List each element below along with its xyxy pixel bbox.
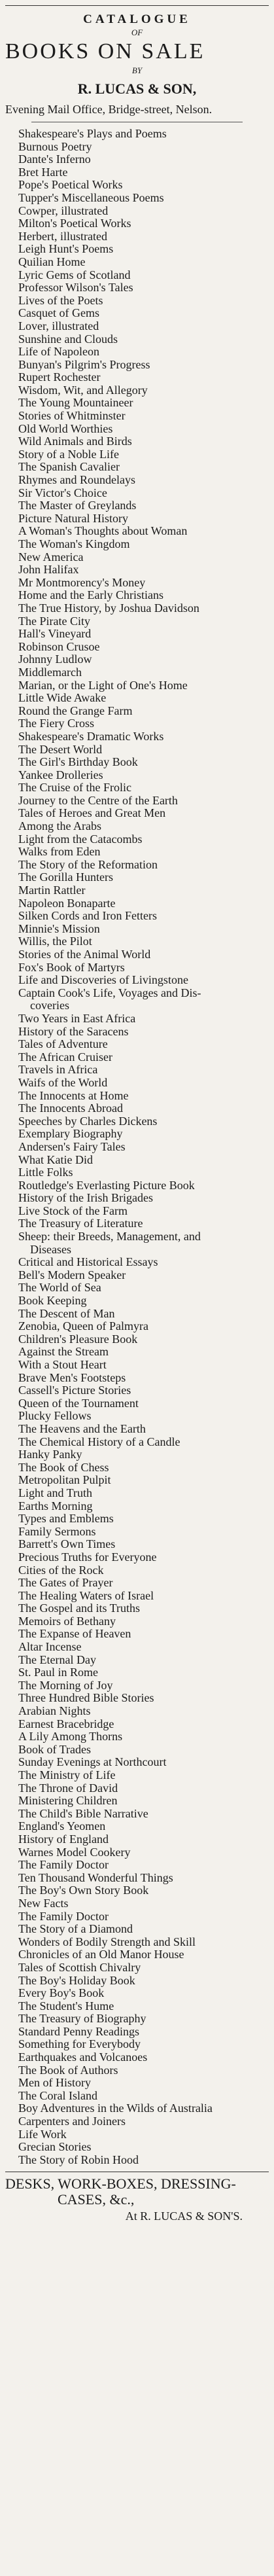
book-entry: Tales of Adventure — [18, 1037, 108, 1051]
by-label: BY — [131, 65, 143, 75]
book-entry: Life and Discoveries of Livingstone — [18, 973, 188, 987]
book-entry: Live Stock of the Farm — [18, 1204, 128, 1217]
book-entry: The Gorilla Hunters — [18, 870, 113, 884]
book-entry: Routledge's Everlasting Picture Book — [18, 1178, 195, 1192]
book-entry: Ten Thousand Wonderful Things — [18, 1870, 173, 1884]
book-entry: Barrett's Own Times — [18, 1537, 116, 1551]
book-entry: Light from the Catacombs — [18, 832, 143, 846]
footer-line-2: CASES, &c., — [58, 2191, 135, 2208]
book-entry: Exemplary Biography — [18, 1127, 123, 1141]
book-entry: The Fiery Cross — [18, 717, 94, 730]
book-entry: The Innocents at Home — [18, 1088, 129, 1102]
book-entry: The Expanse of Heaven — [18, 1627, 131, 1641]
book-entry: A Woman's Thoughts about Woman — [18, 524, 188, 538]
book-entry: Leigh Hunt's Poems — [18, 242, 114, 256]
book-entry: History of England — [18, 1832, 109, 1846]
book-entry: Sunshine and Clouds — [18, 332, 118, 346]
book-entry: Shakespeare's Dramatic Works — [18, 729, 164, 743]
book-entry: Men of History — [18, 2076, 91, 2090]
book-entry: History of the Saracens — [18, 1024, 129, 1038]
book-entry: Ministering Children — [18, 1794, 118, 1808]
book-entry: The Pirate City — [18, 614, 90, 628]
book-entry: Napoleon Bonaparte — [18, 896, 116, 910]
book-entry: The Boy's Holiday Book — [18, 1973, 135, 1987]
book-entry: Types and Emblems — [18, 1512, 114, 1526]
book-entry: Memoirs of Bethany — [18, 1614, 116, 1628]
book-entry: Book Keeping — [18, 1294, 87, 1308]
book-entry: Stories of Whitminster — [18, 409, 126, 423]
book-entry: The Treasury of Literature — [18, 1217, 143, 1230]
book-entry: Rhymes and Roundelays — [18, 473, 135, 487]
book-entry: Bunyan's Pilgrim's Progress — [18, 357, 150, 371]
book-entry: Wisdom, Wit, and Allegory — [18, 383, 148, 397]
book-entry: Warnes Model Cookery — [18, 1845, 131, 1859]
book-entry: A Lily Among Thorns — [18, 1730, 123, 1744]
book-list — [5, 128, 269, 2166]
book-entry: The Story of a Diamond — [18, 1922, 133, 1936]
dealer-address: Evening Mail Office, Bridge-street, Nelson. — [5, 103, 213, 116]
book-entry: Zenobia, Queen of Palmyra — [18, 1319, 148, 1333]
book-entry: Professor Wilson's Tales — [18, 281, 133, 295]
book-entry: The Book of Chess — [18, 1460, 109, 1474]
book-entry: The Boy's Own Story Book — [18, 1884, 149, 1897]
book-entry: The Cruise of the Frolic — [18, 781, 131, 795]
book-entry: Three Hundred Bible Stories — [18, 1691, 154, 1705]
book-entry: The Master of Greylands — [18, 499, 137, 512]
book-entry: Herbert, illustrated — [18, 229, 107, 243]
book-entry: Brave Men's Footsteps — [18, 1370, 126, 1384]
book-entry: The Heavens and the Earth — [18, 1422, 146, 1435]
book-entry: Shakespeare's Plays and Poems — [18, 127, 167, 140]
book-entry: Rupert Rochester — [18, 370, 101, 384]
book-entry: The Desert World — [18, 742, 103, 756]
book-entry: Journey to the Centre of the Earth — [18, 793, 178, 807]
book-entry: Picture Natural History — [18, 511, 128, 525]
book-entry: Lives of the Poets — [18, 293, 103, 307]
book-entry: The Ministry of Life — [18, 1768, 116, 1781]
book-entry: Something for Everybody — [18, 2037, 141, 2051]
book-entry: Boy Adventures in the Wilds of Australia — [18, 2102, 213, 2115]
book-entry: Life Work — [18, 2127, 67, 2141]
book-entry: History of the Irish Brigades — [18, 1191, 153, 1205]
book-entry: Standard Penny Readings — [18, 2024, 139, 2038]
book-entry: Metropolitan Pulpit — [18, 1473, 111, 1487]
book-entry: Milton's Poetical Works — [18, 217, 131, 230]
book-entry: Andersen's Fairy Tales — [18, 1139, 126, 1153]
book-entry: Children's Pleasure Book — [18, 1332, 138, 1346]
top-rule — [5, 5, 269, 6]
book-entry: The Family Doctor — [18, 1858, 109, 1872]
book-entry: Diseases — [18, 1242, 71, 1256]
book-entry: The Student's Hume — [18, 1999, 114, 2012]
book-entry: Stories of the Animal World — [18, 948, 151, 961]
book-entry: Plucky Fellows — [18, 1409, 92, 1423]
book-entry: Cassell's Picture Stories — [18, 1384, 131, 1397]
book-entry: Arabian Nights — [18, 1704, 91, 1718]
book-entry: Cities of the Rock — [18, 1563, 104, 1577]
book-entry: The Descent of Man — [18, 1306, 115, 1320]
book-entry: Yankee Drolleries — [18, 768, 103, 781]
book-entry: Silken Cords and Iron Fetters — [18, 909, 157, 923]
book-entry: Hanky Panky — [18, 1448, 82, 1461]
book-entry: Johnny Ludlow — [18, 653, 92, 666]
book-entry: Little Folks — [18, 1166, 73, 1179]
book-entry: Walks from Eden — [18, 845, 101, 859]
book-entry: Sunday Evenings at Northcourt — [18, 1755, 167, 1769]
book-entry: Life of Napoleon — [18, 345, 99, 359]
book-entry: The Treasury of Biography — [18, 2012, 146, 2026]
book-entry: Tales of Scottish Chivalry — [18, 1960, 141, 1974]
book-entry: Against the Stream — [18, 1345, 109, 1359]
book-entry: What Katie Did — [18, 1153, 93, 1166]
book-entry: The Girl's Birthday Book — [18, 755, 138, 769]
book-entry: Sir Victor's Choice — [18, 486, 107, 499]
book-entry: Robinson Crusoe — [18, 639, 100, 653]
book-entry: The Woman's Kingdom — [18, 537, 130, 550]
footer-line-1: DESKS, WORK-BOXES, DRESSING- — [5, 2175, 236, 2192]
book-entry: Hall's Vineyard — [18, 627, 92, 641]
book-entry: Lyric Gems of Scotland — [18, 268, 131, 281]
book-entry: Book of Trades — [18, 1742, 92, 1756]
book-entry: The World of Sea — [18, 1281, 101, 1295]
book-entry: The Spanish Cavalier — [18, 460, 120, 474]
book-entry: Earthquakes and Volcanoes — [18, 2050, 148, 2064]
book-entry: Travels in Africa — [18, 1063, 98, 1077]
book-entry: Earths Morning — [18, 1499, 93, 1512]
book-entry: Home and the Early Christians — [18, 588, 163, 602]
book-entry: Queen of the Tournament — [18, 1396, 139, 1410]
book-entry: Middlemarch — [18, 665, 82, 679]
book-entry: Quilian Home — [18, 255, 86, 268]
book-entry: Waifs of the World — [18, 1075, 108, 1089]
book-entry: Marian, or the Light of One's Home — [18, 678, 188, 692]
book-entry: Wonders of Bodily Strength and Skill — [18, 1935, 196, 1948]
book-entry: The Gates of Prayer — [18, 1576, 113, 1590]
book-entry: The Morning of Joy — [18, 1678, 113, 1692]
book-entry: Every Boy's Book — [18, 1986, 105, 2000]
book-entry: Pope's Poetical Works — [18, 178, 123, 192]
of-label: OF — [131, 27, 143, 37]
book-entry: Earnest Bracebridge — [18, 1717, 114, 1730]
book-entry: Speeches by Charles Dickens — [18, 1114, 158, 1128]
book-entry: The Chemical History of a Candle — [18, 1435, 180, 1448]
book-entry: The African Cruiser — [18, 1050, 112, 1064]
book-entry: John Halifax — [18, 563, 79, 577]
book-entry: Story of a Noble Life — [18, 447, 119, 461]
book-entry: Willis, the Pilot — [18, 935, 92, 948]
book-entry: Minnie's Mission — [18, 921, 100, 935]
book-entry: The Healing Waters of Israel — [18, 1588, 154, 1602]
book-entry: The Innocents Abroad — [18, 1101, 123, 1115]
book-entry: Critical and Historical Essays — [18, 1255, 158, 1269]
book-entry: Tupper's Miscellaneous Poems — [18, 190, 164, 204]
book-entry: Martin Rattler — [18, 884, 86, 897]
book-entry: Burnous Poetry — [18, 139, 92, 153]
book-entry: Among the Arabs — [18, 819, 101, 833]
book-entry: Captain Cook's Life, Voyages and Dis- — [18, 986, 201, 999]
book-entry: The True History, by Joshua Davidson — [18, 601, 199, 615]
book-entry: The Family Doctor — [18, 1909, 109, 1923]
book-entry: With a Stout Heart — [18, 1358, 107, 1371]
book-entry: Little Wide Awake — [18, 691, 107, 705]
book-entry: St. Paul in Rome — [18, 1666, 99, 1679]
book-entry: Wild Animals and Birds — [18, 435, 132, 448]
book-entry: Precious Truths for Everyone — [18, 1550, 157, 1564]
book-entry: Altar Incense — [18, 1640, 82, 1654]
footer-address: At R. LUCAS & SON'S. — [125, 2209, 243, 2223]
book-entry: Sheep: their Breeds, Management, and — [18, 1230, 201, 1243]
dealer-name: R. LUCAS & SON, — [77, 80, 197, 97]
book-entry: Bell's Modern Speaker — [18, 1268, 126, 1281]
book-entry: Two Years in East Africa — [18, 1011, 136, 1025]
catalogue-title: CATALOGUE — [83, 12, 191, 26]
book-entry: The Book of Authors — [18, 2063, 118, 2077]
book-entry: Light and Truth — [18, 1486, 93, 1499]
book-entry: Grecian Stories — [18, 2140, 92, 2154]
book-entry: Cowper, illustrated — [18, 204, 109, 217]
book-entry: Lover, illustrated — [18, 319, 99, 332]
book-entry: The Coral Island — [18, 2088, 97, 2102]
book-entry: Family Sermons — [18, 1524, 96, 1538]
book-entry: Casquet of Gems — [18, 306, 99, 320]
book-entry: Tales of Heroes and Great Men — [18, 806, 166, 820]
book-entry: Bret Harte — [18, 165, 68, 179]
headline: BOOKS ON SALE — [5, 39, 205, 63]
book-entry: Fox's Book of Martyrs — [18, 960, 125, 974]
footer-ad — [5, 2172, 269, 2223]
book-entry: New America — [18, 550, 84, 564]
book-entry: New Facts — [18, 1896, 69, 1910]
book-entry: Round the Grange Farm — [18, 704, 133, 717]
book-entry: The Eternal Day — [18, 1653, 96, 1666]
book-entry: The Young Mountaineer — [18, 396, 133, 410]
book-entry: Chronicles of an Old Manor House — [18, 1948, 184, 1961]
book-entry: The Child's Bible Narrative — [18, 1806, 148, 1820]
book-entry: England's Yeomen — [18, 1819, 106, 1833]
book-entry: Carpenters and Joiners — [18, 2115, 126, 2128]
book-entry: The Gospel and its Truths — [18, 1601, 141, 1615]
book-entry: coveries — [18, 999, 69, 1012]
book-entry: Old World Worthies — [18, 421, 113, 435]
book-entry: The Story of the Reformation — [18, 857, 158, 871]
book-entry: The Throne of David — [18, 1781, 118, 1795]
book-entry: Mr Montmorency's Money — [18, 575, 146, 589]
book-entry: The Story of Robin Hood — [18, 2153, 139, 2166]
book-entry: Dante's Inferno — [18, 152, 91, 166]
